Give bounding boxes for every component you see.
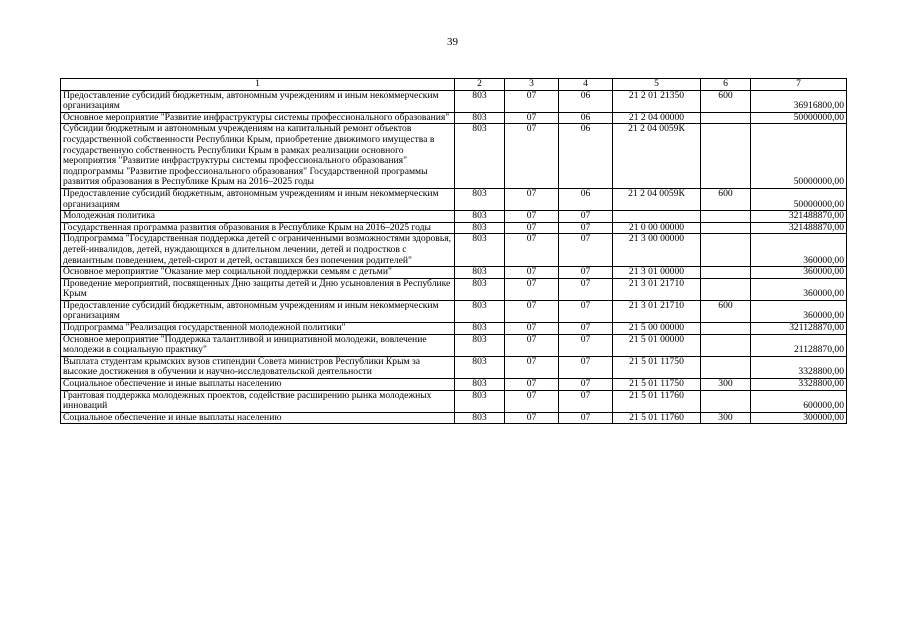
subsection-code-cell: 06 xyxy=(559,124,613,189)
section-code-cell: 07 xyxy=(505,379,559,391)
expense-type-cell xyxy=(701,356,751,378)
section-code-cell: 07 xyxy=(505,234,559,267)
target-article-cell: 21 3 01 21710 xyxy=(613,300,701,322)
section-code-cell: 07 xyxy=(505,211,559,223)
row-name-cell: Предоставление субсидий бюджетным, автономным учреждениям и иным некоммерческим организациям xyxy=(61,90,455,112)
row-name-cell: Социальное обеспечение и иные выплаты населению xyxy=(61,379,455,391)
ministry-code-cell: 803 xyxy=(455,412,505,424)
subsection-code-cell: 07 xyxy=(559,267,613,279)
row-name-cell: Предоставление субсидий бюджетным, автономным учреждениям и иным некоммерческим организациям xyxy=(61,188,455,210)
subsection-code-cell: 07 xyxy=(559,300,613,322)
expense-type-cell xyxy=(701,390,751,412)
ministry-code-cell: 803 xyxy=(455,278,505,300)
target-article-cell: 21 2 01 21350 xyxy=(613,90,701,112)
amount-cell: 50000000,00 xyxy=(751,124,847,189)
ministry-code-cell: 803 xyxy=(455,300,505,322)
amount-cell: 321488870,00 xyxy=(751,222,847,234)
ministry-code-cell: 803 xyxy=(455,188,505,210)
target-article-cell: 21 5 01 11750 xyxy=(613,379,701,391)
expense-type-cell xyxy=(701,267,751,279)
expense-type-cell xyxy=(701,234,751,267)
table-row xyxy=(61,390,847,412)
section-code-cell: 07 xyxy=(505,267,559,279)
row-name-cell: Выплата студентам крымских вузов стипендии Совета министров Республики Крым за высокие достижения в обучении и научно-исследовательской деятельности xyxy=(61,356,455,378)
ministry-code-cell: 803 xyxy=(455,267,505,279)
expense-type-cell: 600 xyxy=(701,90,751,112)
row-name-cell: Молодежная политика xyxy=(61,211,455,223)
row-name-cell: Предоставление субсидий бюджетным, автономным учреждениям и иным некоммерческим организациям xyxy=(61,300,455,322)
subsection-code-cell: 06 xyxy=(559,112,613,124)
ministry-code-cell: 803 xyxy=(455,112,505,124)
section-code-cell: 07 xyxy=(505,334,559,356)
header-cell-7: 7 xyxy=(751,79,847,91)
header-row xyxy=(61,79,847,91)
row-name-cell: Проведение мероприятий, посвященных Дню защиты детей и Дню усыновления в Республике Крым xyxy=(61,278,455,300)
target-article-cell: 21 2 04 0059К xyxy=(613,188,701,210)
expense-type-cell: 300 xyxy=(701,379,751,391)
expense-type-cell xyxy=(701,323,751,335)
table-row xyxy=(61,379,847,391)
amount-cell: 300000,00 xyxy=(751,412,847,424)
subsection-code-cell: 07 xyxy=(559,234,613,267)
table-row xyxy=(61,300,847,322)
row-name-cell: Основное мероприятие "Развитие инфраструктуры системы профессионального образования" xyxy=(61,112,455,124)
table-row xyxy=(61,323,847,335)
header-cell-3: 3 xyxy=(505,79,559,91)
amount-cell: 600000,00 xyxy=(751,390,847,412)
section-code-cell: 07 xyxy=(505,90,559,112)
ministry-code-cell: 803 xyxy=(455,211,505,223)
table-row xyxy=(61,112,847,124)
section-code-cell: 07 xyxy=(505,278,559,300)
ministry-code-cell: 803 xyxy=(455,379,505,391)
header-cell-5: 5 xyxy=(613,79,701,91)
expense-type-cell xyxy=(701,278,751,300)
subsection-code-cell: 07 xyxy=(559,222,613,234)
row-name-cell: Подпрограмма "Реализация государственной молодежной политики" xyxy=(61,323,455,335)
section-code-cell: 07 xyxy=(505,390,559,412)
ministry-code-cell: 803 xyxy=(455,334,505,356)
subsection-code-cell: 06 xyxy=(559,90,613,112)
row-name-cell: Государственная программа развития образования в Республике Крым на 2016–2025 годы xyxy=(61,222,455,234)
amount-cell: 36916800,00 xyxy=(751,90,847,112)
header-cell-1: 1 xyxy=(61,79,455,91)
header-cell-6: 6 xyxy=(701,79,751,91)
section-code-cell: 07 xyxy=(505,222,559,234)
table-row xyxy=(61,412,847,424)
subsection-code-cell: 07 xyxy=(559,323,613,335)
section-code-cell: 07 xyxy=(505,323,559,335)
target-article-cell: 21 5 01 11750 xyxy=(613,356,701,378)
expense-type-cell xyxy=(701,222,751,234)
amount-cell: 360000,00 xyxy=(751,300,847,322)
ministry-code-cell: 803 xyxy=(455,323,505,335)
table-row xyxy=(61,267,847,279)
target-article-cell: 21 5 01 11760 xyxy=(613,390,701,412)
ministry-code-cell: 803 xyxy=(455,222,505,234)
amount-cell: 321488870,00 xyxy=(751,211,847,223)
ministry-code-cell: 803 xyxy=(455,356,505,378)
subsection-code-cell: 07 xyxy=(559,379,613,391)
row-name-cell: Социальное обеспечение и иные выплаты населению xyxy=(61,412,455,424)
table-row xyxy=(61,334,847,356)
target-article-cell xyxy=(613,211,701,223)
subsection-code-cell: 07 xyxy=(559,278,613,300)
section-code-cell: 07 xyxy=(505,112,559,124)
amount-cell: 50000000,00 xyxy=(751,188,847,210)
table-body xyxy=(61,79,847,424)
amount-cell: 360000,00 xyxy=(751,278,847,300)
target-article-cell: 21 0 00 00000 xyxy=(613,222,701,234)
subsection-code-cell: 06 xyxy=(559,188,613,210)
target-article-cell: 21 5 00 00000 xyxy=(613,323,701,335)
amount-cell: 3328800,00 xyxy=(751,356,847,378)
amount-cell: 360000,00 xyxy=(751,234,847,267)
target-article-cell: 21 2 04 0059К xyxy=(613,124,701,189)
target-article-cell: 21 3 00 00000 xyxy=(613,234,701,267)
table-row xyxy=(61,211,847,223)
amount-cell: 360000,00 xyxy=(751,267,847,279)
table-row xyxy=(61,234,847,267)
ministry-code-cell: 803 xyxy=(455,390,505,412)
expense-type-cell xyxy=(701,112,751,124)
section-code-cell: 07 xyxy=(505,188,559,210)
subsection-code-cell: 07 xyxy=(559,412,613,424)
subsection-code-cell: 07 xyxy=(559,390,613,412)
section-code-cell: 07 xyxy=(505,356,559,378)
row-name-cell: Основное мероприятие "Оказание мер социальной поддержки семьям с детьми" xyxy=(61,267,455,279)
table-row xyxy=(61,90,847,112)
section-code-cell: 07 xyxy=(505,412,559,424)
expense-type-cell xyxy=(701,211,751,223)
table-row xyxy=(61,188,847,210)
table-row xyxy=(61,222,847,234)
subsection-code-cell: 07 xyxy=(559,334,613,356)
subsection-code-cell: 07 xyxy=(559,356,613,378)
header-cell-4: 4 xyxy=(559,79,613,91)
page-number: 39 xyxy=(447,36,458,48)
expense-type-cell xyxy=(701,334,751,356)
expense-type-cell xyxy=(701,124,751,189)
section-code-cell: 07 xyxy=(505,124,559,189)
amount-cell: 50000000,00 xyxy=(751,112,847,124)
target-article-cell: 21 3 01 21710 xyxy=(613,278,701,300)
row-name-cell: Субсидии бюджетным и автономным учреждениям на капитальный ремонт объектов государственной собственности Республики Крым, приобретение движимого имущества в государственную собственность Республики Крым в рамках реализации основного мероприятия "Развитие инфраструктуры системы профессионального образования" подпрограммы "Развитие профессионального образования" Государственной программы развития образования в Республике Крым на 2016–2025 годы xyxy=(61,124,455,189)
table-row xyxy=(61,356,847,378)
target-article-cell: 21 2 04 00000 xyxy=(613,112,701,124)
row-name-cell: Подпрограмма "Государственная поддержка детей с ограниченными возможностями здоровья, детей-инвалидов, детей, нуждающихся в длительном лечении, детей и подростков с девиантным поведением, детей-сирот и детей, оставшихся без попечения родителей" xyxy=(61,234,455,267)
table-row xyxy=(61,278,847,300)
section-code-cell: 07 xyxy=(505,300,559,322)
row-name-cell: Основное мероприятие "Поддержка талантливой и инициативной молодежи, вовлечение молодежи в социальную практику" xyxy=(61,334,455,356)
row-name-cell: Грантовая поддержка молодежных проектов, содействие расширению рынка молодежных инноваций xyxy=(61,390,455,412)
amount-cell: 3328800,00 xyxy=(751,379,847,391)
ministry-code-cell: 803 xyxy=(455,124,505,189)
table-row xyxy=(61,124,847,189)
amount-cell: 321128870,00 xyxy=(751,323,847,335)
amount-cell: 21128870,00 xyxy=(751,334,847,356)
expense-type-cell: 600 xyxy=(701,300,751,322)
target-article-cell: 21 5 01 00000 xyxy=(613,334,701,356)
target-article-cell: 21 3 01 00000 xyxy=(613,267,701,279)
budget-table xyxy=(60,78,847,424)
expense-type-cell: 600 xyxy=(701,188,751,210)
target-article-cell: 21 5 01 11760 xyxy=(613,412,701,424)
ministry-code-cell: 803 xyxy=(455,90,505,112)
subsection-code-cell: 07 xyxy=(559,211,613,223)
ministry-code-cell: 803 xyxy=(455,234,505,267)
header-cell-2: 2 xyxy=(455,79,505,91)
expense-type-cell: 300 xyxy=(701,412,751,424)
